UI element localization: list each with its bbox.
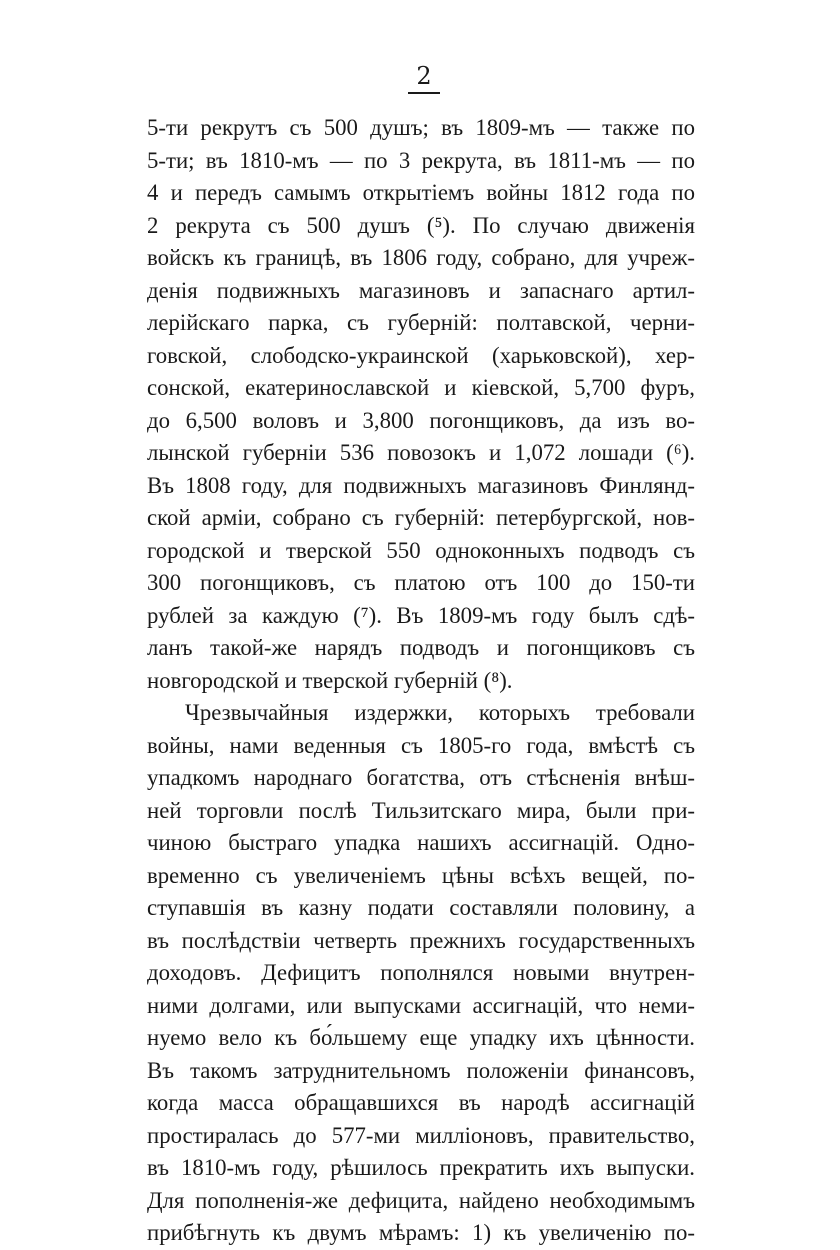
text-line: простиралась до 577-ми милліоновъ, правительство, [147, 1122, 695, 1148]
text-line: ступавшія въ казну подати составляли половину, а [147, 895, 695, 920]
body-text [147, 112, 695, 1250]
text-line: сонской, екатеринославской и кіевской, 5,700 фуръ, [147, 375, 695, 400]
text-line: доходовъ. Дефицитъ пополнялся новыми внутрен- [147, 960, 695, 985]
text-line: прибѣгнуть къ двумъ мѣрамъ: 1) къ увеличенію по- [147, 1220, 695, 1245]
text-line: до 6,500 воловъ и 3,800 погонщиковъ, да изъ во- [147, 407, 695, 433]
text-line: Для пополненія-же дефицита, найдено необходимымъ [147, 1187, 695, 1213]
text-line: лынской губерніи 536 повозокъ и 1,072 лошади (⁶). [147, 440, 695, 465]
text-line: Въ 1808 году, для подвижныхъ магазиновъ Финлянд- [147, 472, 695, 498]
text-line: 2 рекрута съ 500 душъ (⁵). По случаю движенія [147, 212, 695, 238]
text-line: въ послѣдствіи четверть прежнихъ государственныхъ [147, 927, 695, 953]
text-line: денія подвижныхъ магазиновъ и запаснаго артил- [147, 277, 695, 303]
text-line: Въ такомъ затруднительномъ положеніи финансовъ, [147, 1057, 695, 1083]
text-line: войскъ къ границѣ, въ 1806 году, собрано, для учреж- [147, 245, 695, 270]
text-line: ней торговли послѣ Тильзитскаго мира, были при- [147, 797, 695, 823]
text-line: ской арміи, собрано съ губерній: петербургской, нов- [147, 505, 695, 530]
text-line: городской и тверской 550 одноконныхъ подводъ съ [147, 537, 695, 563]
text-line: чиною быстраго упадка нашихъ ассигнацій. Одно- [147, 830, 695, 855]
text-line: рублей за каждую (⁷). Въ 1809-мъ году былъ сдѣ- [147, 602, 695, 628]
text-line: 300 погонщиковъ, съ платою отъ 100 до 150-ти [147, 570, 695, 595]
page-header [0, 62, 840, 94]
text-line: говской, слободско-украинской (харьковской), хер- [147, 342, 695, 368]
text-line: временно съ увеличеніемъ цѣны всѣхъ вещей, по- [147, 862, 695, 888]
text-line: когда масса обращавшихся въ народѣ ассигнацій [147, 1090, 695, 1115]
text-line: ними долгами, или выпусками ассигнацій, что неми- [147, 992, 695, 1018]
text-line: въ 1810-мъ году, рѣшилось прекратить ихъ выпуски. [147, 1155, 695, 1180]
text-line-paragraph-start: Чрезвычайныя издержки, которыхъ требовали [185, 700, 695, 725]
text-line: 5-ти рекрутъ съ 500 душъ; въ 1809-мъ — также по [147, 115, 695, 140]
page-number: 2 [408, 62, 439, 94]
text-line: нуемо вело къ бо́льшему еще упадку ихъ цѣнности. [147, 1025, 695, 1050]
text-line-paragraph-end: новгородской и тверской губерній (⁸). [147, 667, 513, 693]
text-line: 5-ти; въ 1810-мъ — по 3 рекрута, въ 1811-мъ — по [147, 147, 695, 173]
text-line: упадкомъ народнаго богатства, отъ стѣсненія внѣш- [147, 765, 695, 790]
text-line: 4 и передъ самымъ открытіемъ войны 1812 года по [147, 180, 695, 205]
text-line: ланъ такой-же нарядъ подводъ и погонщиковъ съ [147, 635, 695, 660]
text-line: войны, нами веденныя съ 1805-го года, вмѣстѣ съ [147, 732, 695, 758]
text-line: лерійскаго парка, съ губерній: полтавской, черни- [147, 310, 695, 335]
